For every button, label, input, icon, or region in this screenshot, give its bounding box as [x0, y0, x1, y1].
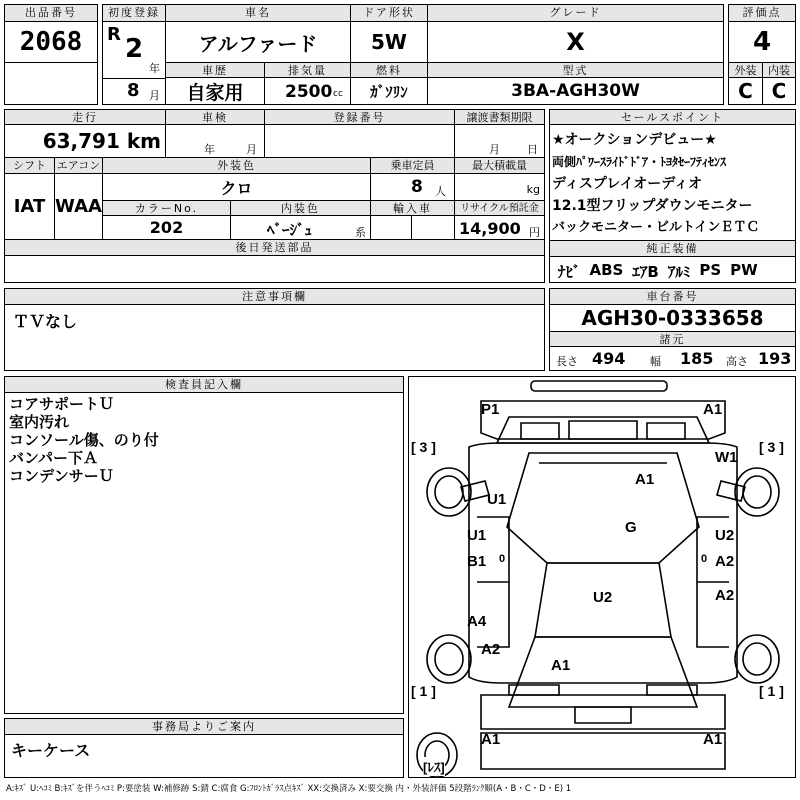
score-label: 評価点	[728, 4, 796, 22]
int-color: ﾍﾞｰｼﾞｭ	[267, 221, 313, 239]
mark-a4: A4	[467, 613, 487, 630]
displacement-cell	[264, 77, 351, 105]
mileage-label: 走行	[4, 109, 166, 125]
mark-b1: B1	[467, 553, 487, 570]
era: R	[107, 24, 121, 45]
tire-spare: [ﾚｽ]	[423, 757, 445, 776]
later-parts-label: 後日発送部品	[4, 239, 545, 256]
inspection-cell	[165, 124, 265, 158]
month-unit: 月	[149, 89, 160, 102]
inspector-notes	[4, 392, 404, 714]
mark-a1-bottom-left: A1	[481, 731, 501, 748]
equip-item: ABS	[589, 261, 624, 279]
reg-no	[264, 124, 455, 158]
tire-rear-left: [ 1 ]	[411, 683, 436, 699]
int-color-cell	[230, 215, 371, 240]
inspector-line: 室内汚れ	[9, 413, 70, 431]
mark-p1: P1	[481, 401, 500, 418]
mark-a1-bottom-right: A1	[703, 731, 723, 748]
inspector-label: 検査員記入欄	[4, 376, 404, 393]
model: 3BA-AGH30W	[427, 77, 724, 105]
inspector-line: コアサポートＵ	[9, 395, 115, 413]
recycle-unit: 円	[529, 226, 540, 239]
int-color-unit: 系	[355, 226, 366, 239]
tire-rear-right: [ 1 ]	[759, 683, 784, 699]
score: 4	[728, 21, 796, 63]
equip-item: ﾅﾋﾞ	[558, 263, 581, 281]
max-load-unit: kg	[526, 183, 540, 196]
mark-a1-roof: A1	[635, 471, 655, 488]
equip-item: PS	[699, 261, 722, 279]
ext-score: C	[728, 77, 763, 105]
notes-label: 注意事項欄	[4, 288, 545, 305]
transfer-month: 月	[489, 143, 500, 156]
sales-point-line: ディスプレイオーディオ	[552, 176, 703, 192]
equip-item: ｴｱB	[632, 263, 659, 281]
ac: WAA	[54, 173, 103, 240]
sales-points-label: セールスポイント	[549, 109, 796, 125]
int-score: C	[762, 77, 796, 105]
mark-a2-left: A2	[481, 641, 501, 658]
insp-year: 年	[204, 143, 215, 156]
lot-no: 2068	[4, 21, 98, 63]
tire-front-left: [ 3 ]	[411, 439, 436, 455]
length: 494	[592, 349, 626, 368]
capacity-unit: 人	[435, 185, 446, 198]
fuel: ｶﾞｿﾘﾝ	[350, 77, 428, 105]
mark-a1-rear: A1	[551, 657, 571, 674]
equipment-label: 純正装備	[549, 240, 796, 257]
reg-month: 8	[127, 80, 140, 101]
mark-a2-right: A2	[715, 553, 735, 570]
sales-point-line: 12.1型フリップダウンモニター	[552, 198, 753, 214]
sales-point-line: ★オークションデビュー★	[552, 132, 717, 148]
first-reg-label: 初度登録	[102, 4, 166, 22]
first-reg-month	[102, 78, 166, 105]
mark-w1: W1	[715, 449, 738, 466]
displacement-label: 排気量	[264, 62, 351, 78]
fuel-label: 燃料	[350, 62, 428, 78]
equip-item: ｱﾙﾐ	[667, 263, 691, 281]
import-label: 輸入車	[370, 200, 455, 216]
shift: IAT	[4, 173, 55, 240]
mark-u2-center: U2	[593, 589, 613, 606]
color-label: 外装色	[102, 157, 371, 174]
lot-no-label: 出品番号	[4, 4, 98, 22]
grade: X	[427, 21, 724, 63]
color: クロ	[102, 173, 371, 201]
first-reg-year	[102, 21, 166, 79]
sales-point-line: 両側ﾊﾟﾜｰｽﾗｲﾄﾞﾄﾞｱ・ﾄﾖﾀｾｰﾌﾃｨｾﾝｽ	[552, 155, 727, 169]
mark-u1-left-door: U1	[467, 527, 487, 544]
width-label: 幅	[650, 355, 661, 368]
car-name-label: 車名	[165, 4, 351, 22]
insp-month: 月	[246, 143, 257, 156]
ext-label: 外装	[728, 62, 763, 78]
ac-label: エアコン	[54, 157, 103, 174]
transfer-cell	[454, 124, 545, 158]
car-name: アルファード	[165, 21, 351, 63]
lot-no-blank	[4, 62, 98, 105]
capacity: 8	[411, 177, 423, 197]
chassis-label: 車台番号	[549, 288, 796, 305]
length-label: 長さ	[556, 355, 578, 368]
color-no-label: カラーNo.	[102, 200, 231, 216]
recycle: 14,900	[459, 219, 521, 238]
mark-zero-right: 0	[701, 553, 708, 565]
recycle-cell	[454, 215, 545, 240]
model-label: 型式	[427, 62, 724, 78]
int-color-label: 内装色	[230, 200, 371, 216]
inspector-line: コンデンサーＵ	[9, 467, 114, 485]
car-outline-svg	[409, 377, 796, 778]
mileage-value: 63,791 km	[42, 129, 161, 153]
int-label: 内装	[762, 62, 796, 78]
dims-label: 諸元	[549, 331, 796, 347]
capacity-label: 乗車定員	[370, 157, 455, 174]
width: 185	[680, 349, 714, 368]
door-type: 5W	[350, 21, 428, 63]
sales-point-line: バックモニター・ビルトインＥＴＣ	[552, 220, 760, 235]
history-label: 車歴	[165, 62, 265, 78]
mileage-cell	[4, 124, 166, 158]
mark-a1-top-right: A1	[703, 401, 723, 418]
legend: A:ｷｽﾞ U:ﾍｺﾐ B:ｷｽﾞを伴うﾍｺﾐ P:要塗装 W:補修跡 S:錆 C:腐食 G:ﾌﾛﾝﾄｶﾞﾗｽ点ｷｽﾞ XX:交換済み X:要交換 内・外装評価 5段階ﾗﾝｸ順(A・B・C・D・E) 1	[6, 784, 572, 794]
height-label: 高さ	[726, 355, 748, 368]
tire-front-right: [ 3 ]	[759, 439, 784, 455]
displacement: 2500	[285, 82, 333, 102]
max-load-label: 最大積載量	[454, 157, 545, 174]
inspector-line: コンソール傷、のり付	[9, 431, 159, 449]
notes-text: ＴＶなし	[4, 304, 545, 371]
year-unit: 年	[149, 62, 160, 75]
damage-diagram	[408, 376, 796, 778]
chassis-number: AGH30-0333658	[549, 304, 796, 332]
equip-item: PW	[730, 261, 758, 279]
door-label: ドア形状	[350, 4, 428, 22]
grade-label: グレード	[427, 4, 724, 22]
mark-g: G	[625, 519, 637, 536]
equipment-list	[549, 256, 796, 283]
inspector-line: バンパー下Ａ	[9, 449, 98, 467]
shift-label: シフト	[4, 157, 55, 174]
mark-zero-left: 0	[499, 553, 506, 565]
import-cell	[370, 215, 455, 240]
office-text: キーケース	[4, 734, 404, 778]
sales-points	[549, 124, 796, 241]
recycle-label: リサイクル預託金	[454, 200, 545, 216]
transfer-day: 日	[527, 143, 538, 156]
inspection-label: 車検	[165, 109, 265, 125]
office-label: 事務局よりご案内	[4, 718, 404, 735]
displacement-unit: cc	[333, 89, 343, 99]
mark-u2-right-door: U2	[715, 527, 735, 544]
reg-no-label: 登録番号	[264, 109, 455, 125]
color-no: 202	[102, 215, 231, 240]
max-load-cell	[454, 173, 545, 201]
capacity-cell	[370, 173, 455, 201]
dims-cell	[549, 346, 796, 371]
later-parts	[4, 255, 545, 283]
mark-u1-left: U1	[487, 491, 507, 508]
height: 193	[758, 349, 792, 368]
transfer-label: 譲渡書類期限	[454, 109, 545, 125]
history: 自家用	[165, 77, 265, 105]
mark-a2-right-rear: A2	[715, 587, 735, 604]
reg-year: 2	[125, 34, 144, 64]
